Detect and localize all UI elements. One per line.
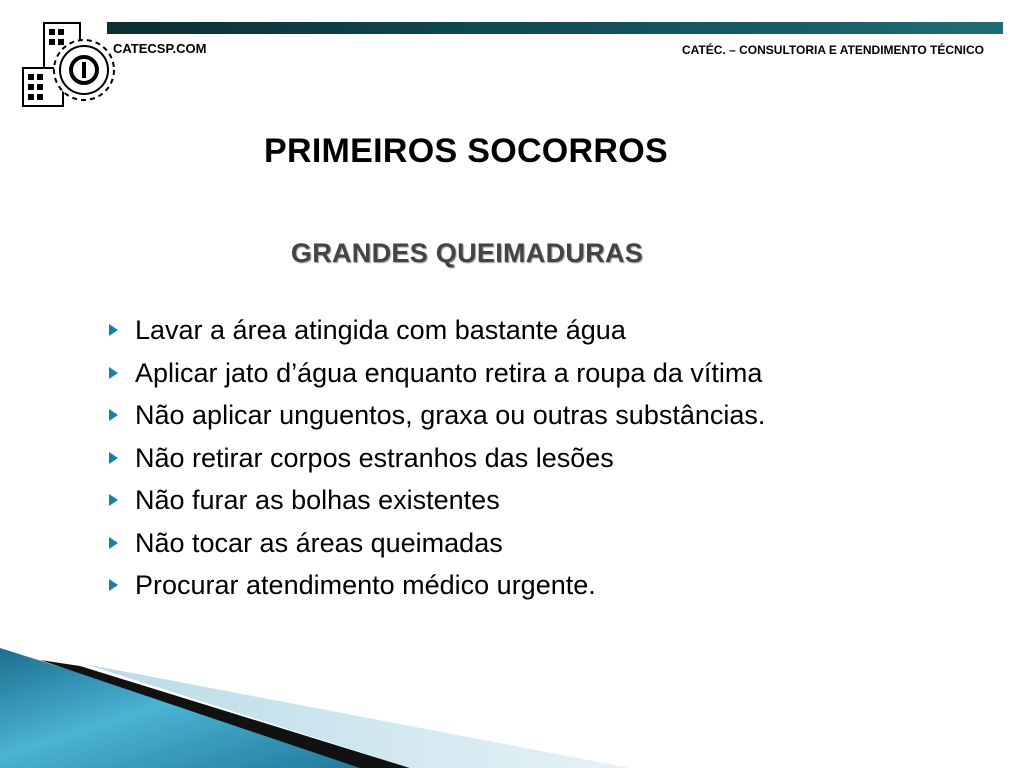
slide-subtitle: GRANDES QUEIMADURAS [290,238,644,268]
bullet-item [107,564,765,607]
bullet-text: Lavar a área atingida com bastante água [135,315,626,345]
bullet-text: Não tocar as áreas queimadas [135,527,503,558]
bullet-text: Não aplicar unguentos, graxa ou outras substâncias. [135,400,766,430]
triangle-right-icon [109,494,118,506]
building-gear-logo [20,20,122,110]
bottom-wave-decoration [0,640,1024,768]
bullet-item [107,352,765,395]
gear-icon [54,40,114,100]
bullet-item [107,479,765,522]
triangle-right-icon [109,452,118,464]
slide-title: PRIMEIROS SOCORROS [263,132,668,170]
bullet-list [107,309,765,607]
triangle-right-icon [109,579,118,591]
bullet-item [107,309,765,352]
header-bar [107,22,1003,34]
bullet-item [107,394,765,437]
bullet-text: Procurar atendimento médico urgente. [135,570,596,600]
site-name: CATECSP.COM [113,41,207,56]
bullet-text: Não retirar corpos estranhos das lesões [135,442,614,473]
triangle-right-icon [109,367,118,379]
company-name: CATÉC. – CONSULTORIA E ATENDIMENTO TÉCNICO [681,43,984,57]
bullet-text: Não furar as bolhas existentes [135,485,500,515]
bullet-item [107,437,765,480]
bullet-item [107,522,765,565]
triangle-right-icon [109,537,118,549]
triangle-right-icon [109,324,118,336]
triangle-right-icon [109,409,118,421]
bullet-text: Aplicar jato d’água enquanto retira a roupa da vítima [135,357,763,388]
